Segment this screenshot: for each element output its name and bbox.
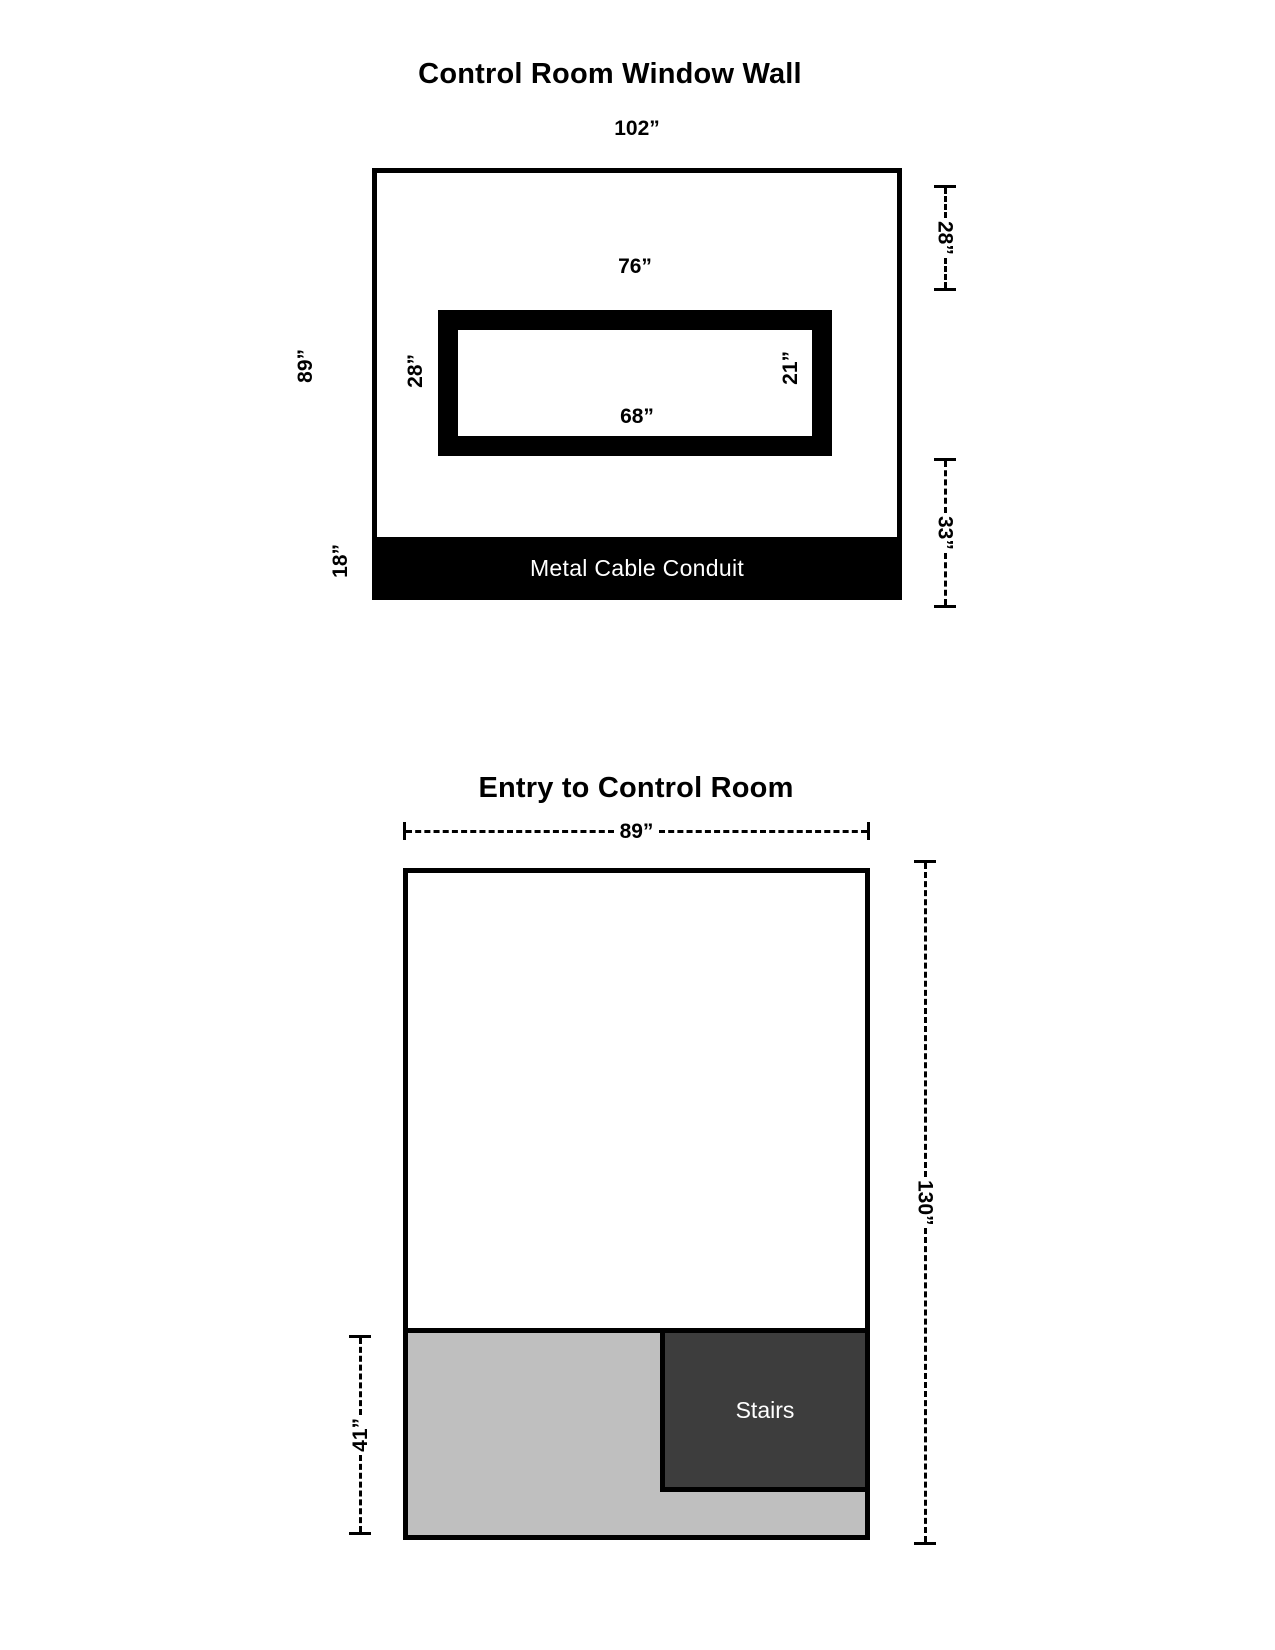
marker-dash [359, 1455, 362, 1532]
marker-dash [944, 188, 947, 218]
marker-end-tick [914, 1542, 936, 1545]
figure1-outer-width-label: 102” [614, 117, 660, 140]
marker-end-tick [349, 1532, 371, 1535]
figure1-bottom-offset-label: 33” [933, 516, 957, 550]
figure1-top-offset-marker [933, 185, 957, 291]
figure1-conduit-bar [372, 537, 902, 600]
marker-dash [659, 830, 867, 833]
marker-end-tick [934, 605, 956, 608]
figure2-landing-depth-label: 41” [348, 1418, 372, 1452]
marker-dash [359, 1338, 362, 1415]
figure2-height-marker [913, 860, 937, 1545]
figure2-height-label: 130” [913, 1179, 937, 1226]
figure1-outer-height-label: 89” [294, 349, 317, 383]
figure2-landing-depth-marker [348, 1335, 372, 1535]
marker-dash [924, 1228, 927, 1542]
figure2-stairs-label: Stairs [735, 1396, 795, 1423]
marker-dash [406, 830, 614, 833]
figure1-conduit-height-label: 18” [329, 544, 352, 578]
figure2-width-label: 89” [619, 819, 654, 843]
figure1-top-offset-label: 28” [933, 221, 957, 255]
figure1-window-frame [438, 310, 832, 456]
marker-dash [944, 553, 947, 605]
figure1-window-inner-width-label: 68” [620, 405, 654, 428]
figure1-title: Control Room Window Wall [418, 58, 802, 90]
figure2-width-dimension [403, 820, 870, 842]
figure1-window-outer-height-label: 28” [404, 354, 427, 388]
marker-end-tick [934, 288, 956, 291]
marker-dash [944, 258, 947, 288]
figure2-stairs-box [660, 1328, 870, 1492]
figure1-window-outer-width-label: 76” [618, 255, 652, 278]
marker-end-tick [867, 822, 870, 840]
figure1-window-inner-height-label: 21” [779, 351, 802, 385]
figure2-title: Entry to Control Room [478, 772, 794, 804]
figure1-conduit-label: Metal Cable Conduit [529, 555, 745, 581]
marker-dash [924, 863, 927, 1177]
marker-dash [944, 461, 947, 513]
figure1-bottom-offset-marker [933, 458, 957, 608]
